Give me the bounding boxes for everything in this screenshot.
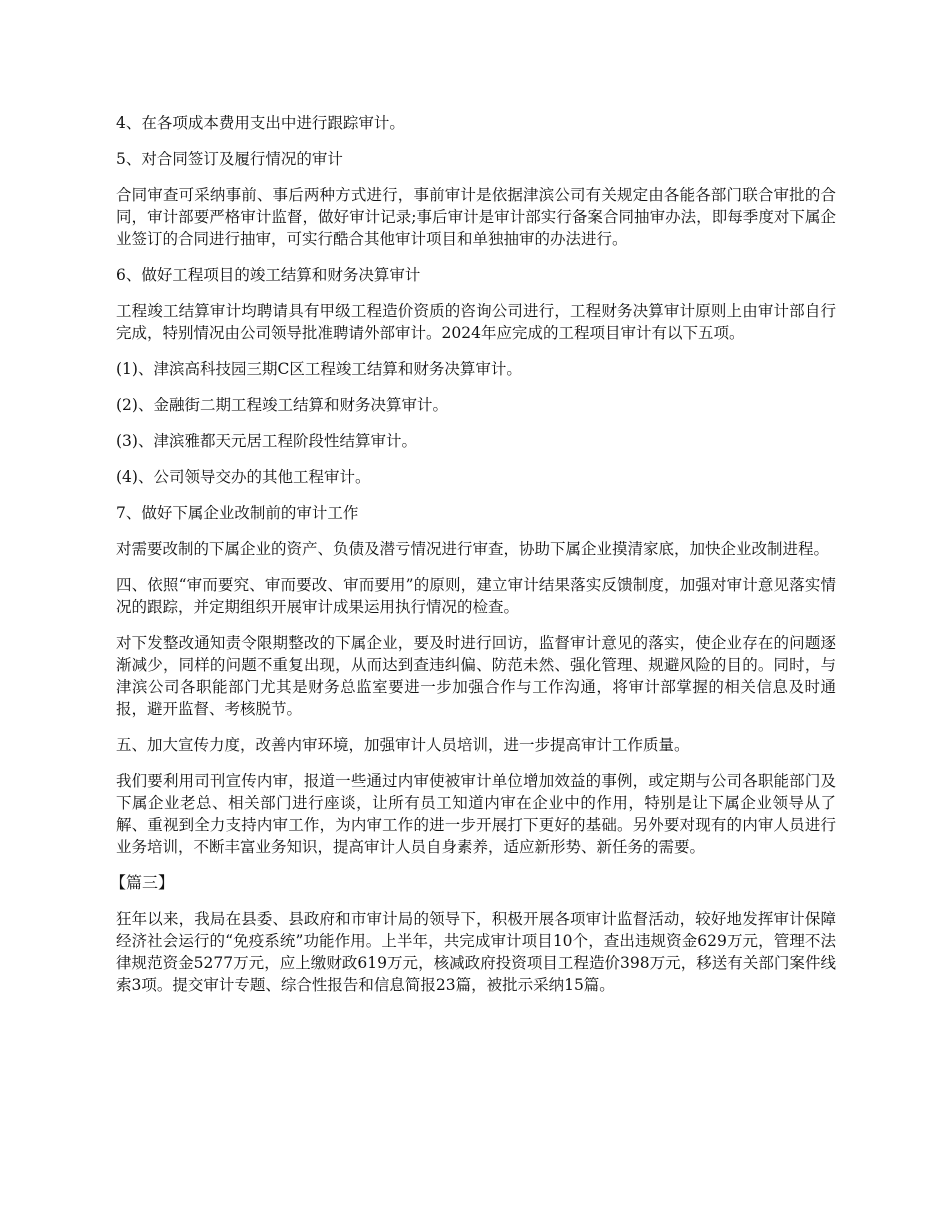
project-item-2: (2)、金融街二期工程竣工结算和财务决算审计。 — [116, 396, 448, 414]
item-6-heading: 6、做好工程项目的竣工结算和财务决算审计 — [116, 266, 421, 284]
project-item-3: (3)、津滨雅都天元居工程阶段性结算审计。 — [116, 432, 417, 450]
item-7-heading: 7、做好下属企业改制前的审计工作 — [116, 504, 359, 522]
project-audit-paragraph: 工程竣工结算审计均聘请具有甲级工程造价资质的咨询公司进行，工程财务决算审计原则上由审计部自行完成，特别情况由公司领导批准聘请外部审计。2024年应完成的工程项目审计有以下五项。 — [116, 302, 836, 342]
section-5-heading: 五、加大宣传力度，改善内审环境，加强审计人员培训，进一步提高审计工作质量。 — [116, 736, 690, 754]
item-5-heading: 5、对合同签订及履行情况的审计 — [116, 150, 343, 168]
part-three-summary-paragraph: 狂年以来，我局在县委、县政府和市审计局的领导下，积极开展各项审计监督活动，较好地发挥审计保障经济社会运行的“免疫系统”功能作用。上半年，共完成审计项目10个，查出违规资金629万元，管理不法律规范资金5277万元，应上缴财政619万元，核减政府投资项目工程造价398万元，移送有关部门案件线索3项。提交审计专题、综合性报告和信息简报23篇，被批示采纳15篇。 — [116, 910, 836, 994]
contract-audit-paragraph: 合同审查可采纳事前、事后两种方式进行，事前审计是依据津滨公司有关规定由各能各部门联合审批的合同，审计部要严格审计监督，做好审计记录;事后审计是审计部实行备案合同抽审办法，即每季度对下属企业签订的合同进行抽审，可实行酷合其他审计项目和单独抽审的办法进行。 — [116, 186, 836, 248]
section-title-part-three: 【篇三】 — [110, 873, 175, 892]
rectification-paragraph: 对下发整改通知责令限期整改的下属企业，要及时进行回访，监督审计意见的落实，使企业存在的问题逐渐减少，同样的问题不重复出现，从而达到查违纠偏、防范未然、强化管理、规避风险的目的。同时，与津滨公司各职能部门尤其是财务总监室要进一步加强合作与工作沟通，将审计部掌握的相关信息及时通报，避开监督、考核脱节。 — [116, 634, 836, 718]
document-body — [110, 112, 836, 1010]
section-4-paragraph: 四、依照“审而要究、审而要改、审而要用”的原则，建立审计结果落实反馈制度，加强对审计意见落实情况的跟踪，并定期组织开展审计成果运用执行情况的检查。 — [116, 576, 836, 616]
item-4-heading: 4、在各项成本费用支出中进行跟踪审计。 — [116, 114, 405, 132]
restructure-audit-paragraph: 对需要改制的下属企业的资产、负债及潜亏情况进行审查，协助下属企业摸清家底，加快企业改制进程。 — [116, 540, 830, 558]
publicity-paragraph: 我们要利用司刊宣传内审，报道一些通过内审使被审计单位增加效益的事例，或定期与公司各职能部门及下属企业老总、相关部门进行座谈，让所有员工知道内审在企业中的作用，特别是让下属企业领导从了解、重视到全力支持内审工作，为内审工作的进一步开展打下更好的基础。另外要对现有的内审人员进行业务培训，不断丰富业务知识，提高审计人员自身素养，适应新形势、新任务的需要。 — [116, 772, 836, 856]
project-item-4: (4)、公司领导交办的其他工程审计。 — [116, 468, 371, 486]
project-item-1: (1)、津滨高科技园三期C区工程竣工结算和财务决算审计。 — [116, 360, 522, 378]
